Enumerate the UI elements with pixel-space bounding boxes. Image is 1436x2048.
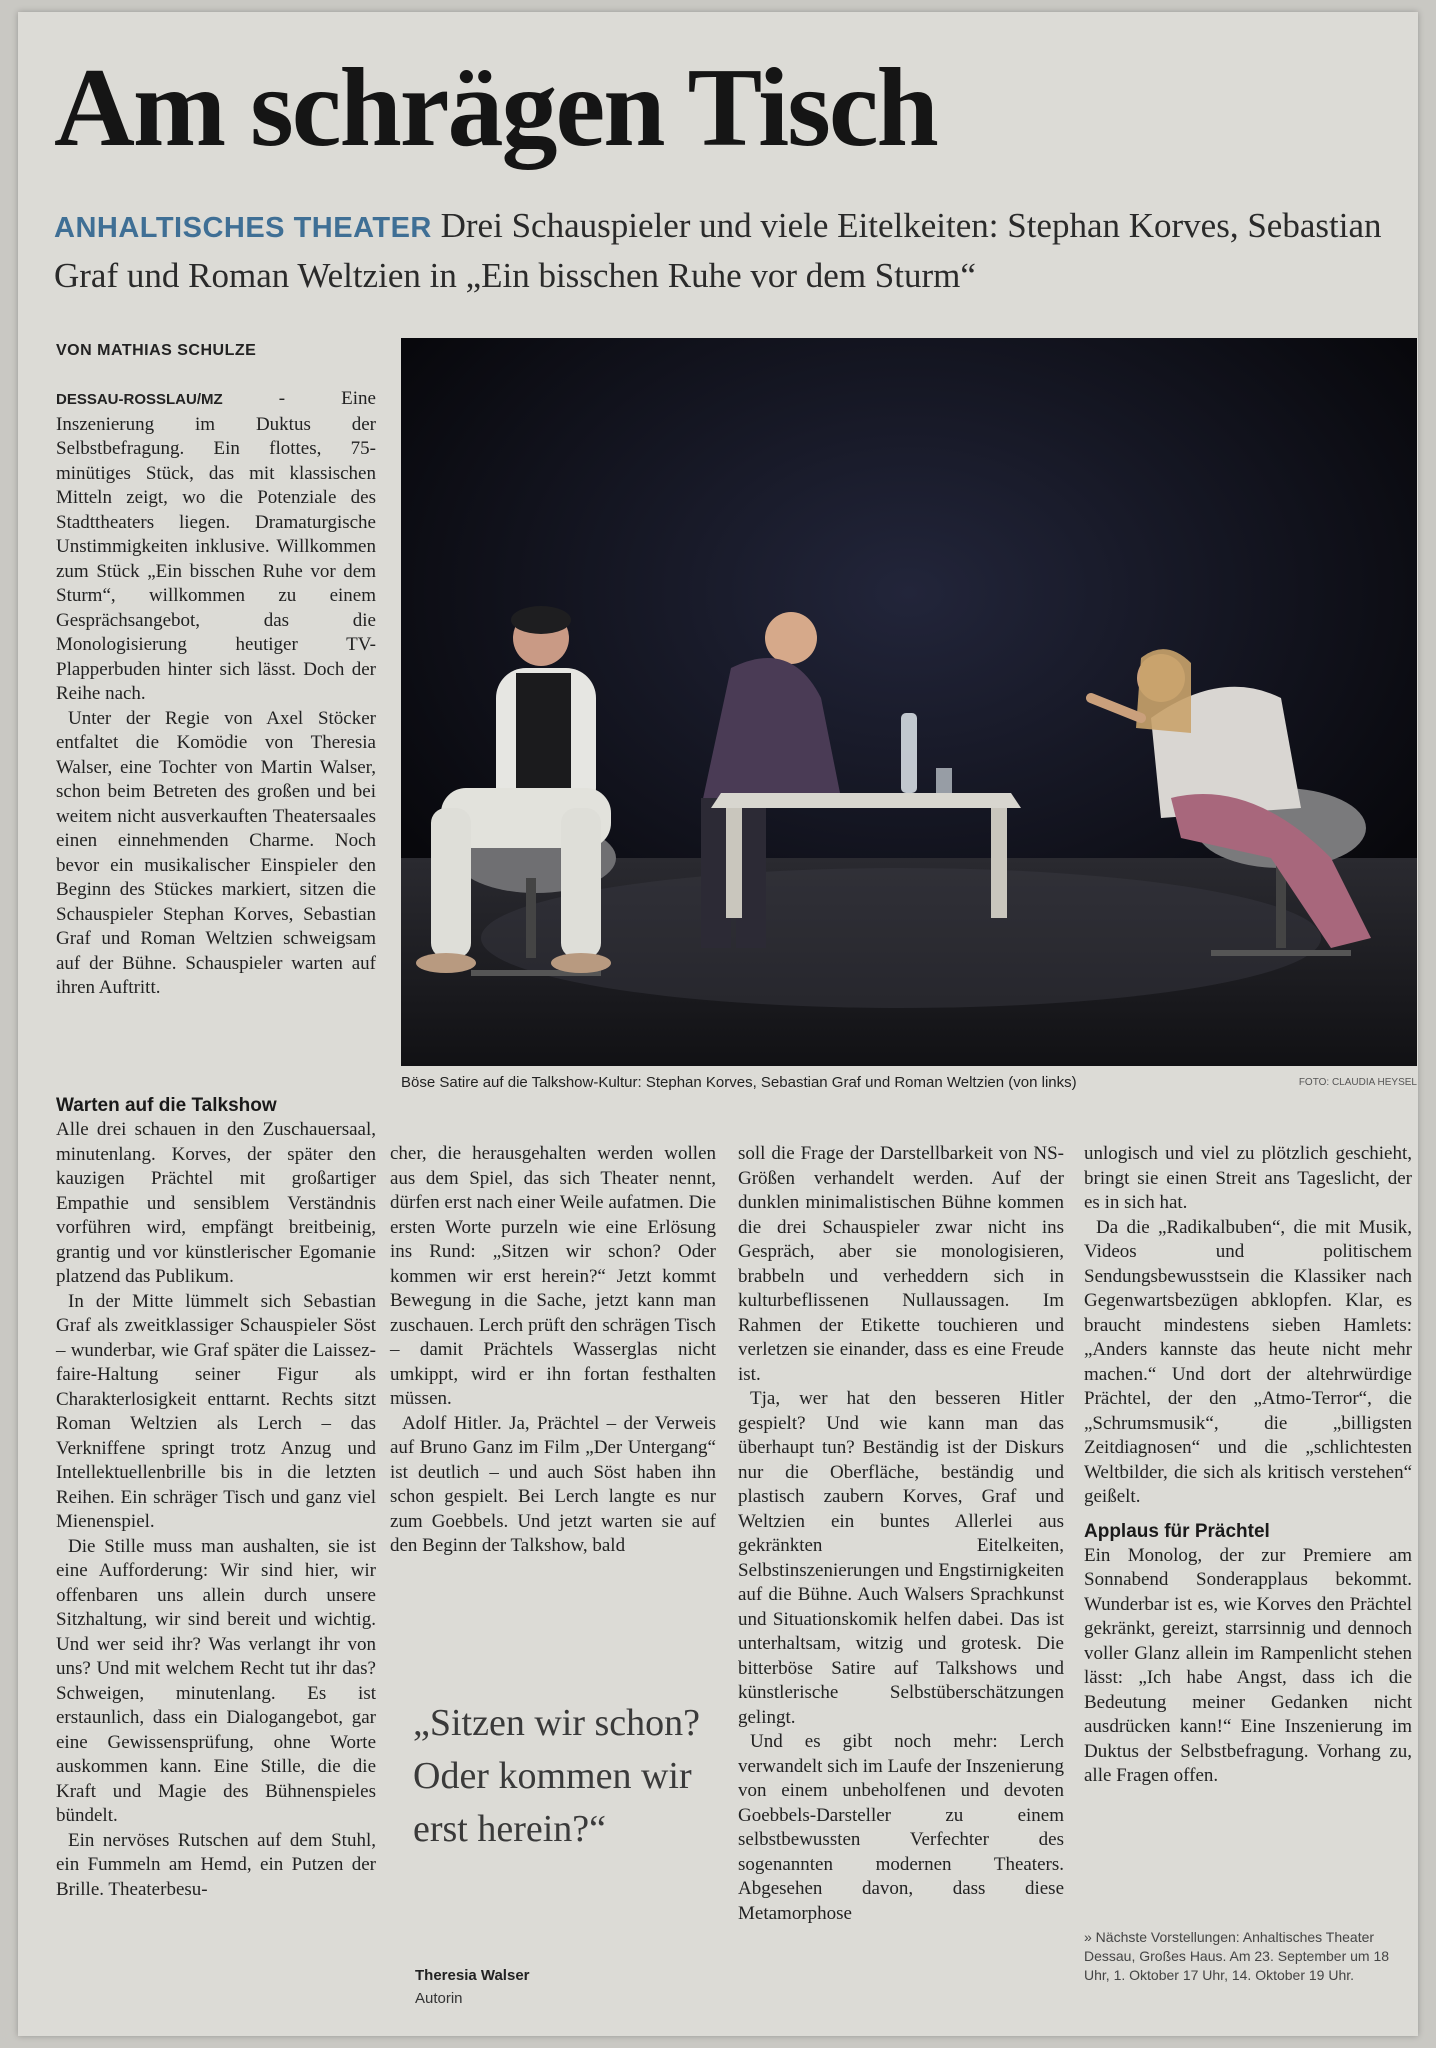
pull-quote: „Sitzen wir schon? Oder kommen wir erst herein?“ (413, 1702, 701, 1850)
paragraph: In der Mitte lümmelt sich Sebastian Graf als zweitklassiger Schauspieler Söst – wunderbar, wie Graf später die Laissez-faire-Haltung seiner Figur als Charakterlosigkeit enttarnt. Rechts sitzt Roman Weltzien als Lerch – das Verkniffene springt trotz Anzug und Intellektuellenbrille bis in die letzten Reihen. Ein schräger Tisch und ganz viel Mienenspiel. (56, 1290, 376, 1532)
subheadline (54, 202, 1404, 300)
paragraph: Ein Monolog, der zur Premiere am Sonnabend Sonderapplaus bekommt. Wunderbar ist es, wie Korves den Prächtel gekränkt, gereizt, starrsinnig und dennoch voller Glanz allein im Rampenlicht stehen lässt: „Ich habe Angst, dass ich die Bedeutung meiner Gedanken nicht ausdrücken kann!“ Eine Inszenierung im Duktus der Selbstbefragung. Vorhang zu, alle Fragen offen. (1084, 1544, 1412, 1786)
photo-caption (401, 1074, 1417, 1091)
stage-photo (401, 338, 1417, 1066)
paragraph: Adolf Hitler. Ja, Prächtel – der Verweis auf Bruno Ganz im Film „Der Untergang“ ist deutlich – und auch Söst haben ihn schon gespielt. Bei Lerch langte es nur zum Goebbels. Und jetzt warten sie auf den Beginn der Talkshow, bald (390, 1412, 716, 1556)
paragraph: Ein nervöses Rutschen auf dem Stuhl, ein Fummeln am Hemd, ein Putzen der Brille. Theaterbesu- (56, 1829, 376, 1900)
paragraph: Die Stille muss man aushalten, sie ist eine Aufforderung: Wir sind hier, wir offenbaren uns allein durch unsere Sitzhaltung, wir sind bereit und wichtig. Und wer seid ihr? Was verlangt ihr von uns? Und mit welchem Recht tut ihr das? Schweigen, minutenlang. Es ist erstaunlich, dass ein Dialogangebot, gar eine Gewissensprüfung, ohne Worte auskommen kann. Eine Stille, die die Kraft und Magie des Bühnenspieles bündelt. (56, 1535, 376, 1826)
paragraph: Da die „Radikalbuben“, die mit Musik, Videos und politischem Sendungsbewusstsein die Klassiker nach Gegenwartsbezügen abklopfen. Klar, es braucht mindestens sieben Hamlets: „Anders kannste das heute nicht mehr machen.“ Und dort der altehrwürdige Prächtel, der den „Atmo-Terror“, die „Schrumsmusik“, die „billigsten Zeitdiagnosen“ und die „schlichtesten Weltbilder, die sich als kritisch verstehen“ geißelt. (1084, 1216, 1412, 1507)
subheading: Warten auf die Talkshow (56, 1095, 277, 1116)
paragraph: Alle drei schauen in den Zuschauersaal, minutenlang. Korves, der später den kauzigen Prächtel mit großartiger Empathie und sensiblem Verständnis vorführen wird, empfängt breitbeinig, grantig und vor künstlerischer Egomanie platzend das Publikum. (56, 1119, 376, 1287)
subheading: Applaus für Prächtel (1084, 1520, 1270, 1542)
paragraph: cher, die herausgehalten werden wollen aus dem Spiel, das sich Theater nennt, dürfen erst nach einer Weile aufatmen. Die ersten Worte purzeln wie eine Erlösung ins Rund: „Sitzen wir schon? Oder kommen wir erst herein?“ Jetzt kommt Bewegung in die Sache, jetzt kann man zuschauen. Lerch prüft den schrägen Tisch – damit Prächtels Wasserglas nicht umkippt, wird er ihn fortan festhalten müssen. (390, 1143, 716, 1409)
column-4 (1084, 1142, 1412, 1789)
dateline: DESSAU-ROSSLAU/MZ (56, 391, 223, 408)
stage-scene-illustration (401, 338, 1417, 1066)
paragraph: Und es gibt noch mehr: Lerch verwandelt sich im Laufe der Inszenierung von einem unbeholfenen und devoten Goebbels-Darsteller zu einem selbstbewussten Verfechter des sogenannten modernen Theaters. Abgesehen davon, dass diese Metamorphose (738, 1731, 1064, 1924)
photo-credit: FOTO: CLAUDIA HEYSEL (1298, 1077, 1417, 1088)
newspaper-page (18, 12, 1418, 2036)
subheadline-text: Drei Schauspieler und viele Eitelkeiten: Stephan Korves, Sebastian Graf und Roman Weltzien in „Ein bisschen Ruhe vor dem Sturm“ (54, 206, 1382, 295)
headline: Am schrägen Tisch (54, 46, 937, 170)
performance-info: » Nächste Vorstellungen: Anhaltisches Theater Dessau, Großes Haus. Am 23. September um 18 Uhr, 1. Oktober 17 Uhr, 14. Oktober 19 Uhr. (1084, 1929, 1390, 1983)
paragraph: Tja, wer hat den besseren Hitler gespielt? Und wie kann man das überhaupt tun? Beständig ist der Diskurs nur die Oberfläche, beständig und plastisch zaubern Korves, Graf und Weltzien ein buntes Allerlei aus gekränkten Eitelkeiten, Selbstinszenierungen und Engstirnigkeiten auf die Bühne. Auch Walsers Sprachkunst und Situationskomik helfen dabei. Das ist unterhaltsam, witzig und grotesk. Die bitterböse Satire auf Talkshows und künstlerische Selbstüberschätzungen gelingt. (738, 1388, 1064, 1728)
byline: VON MATHIAS SCHULZE (56, 342, 257, 359)
paragraph: unlogisch und viel zu plötzlich geschieht, bringt sie einen Streit ans Tageslicht, der es in sich hat. (1084, 1143, 1412, 1213)
paragraph: Unter der Regie von Axel Stöcker entfaltet die Komödie von Theresia Walser, eine Tochter von Martin Walser, schon beim Betreten des großen und bei weitem nicht ausverkauften Theatersaales einen einnehmenden Charme. Noch bevor ein musikalischer Einspieler den Beginn des Stückes markiert, sitzen die Schauspieler Stephan Korves, Sebastian Graf und Roman Weltzien schweigsam auf der Bühne. Schauspieler warten auf ihren Auftritt. (56, 707, 376, 998)
quote-author: Theresia Walser (415, 1967, 530, 1984)
paragraph: soll die Frage der Darstellbarkeit von NS-Größen verhandelt werden. Auf der dunklen minimalistischen Bühne kommen die drei Schauspieler zwar nicht ins Gespräch, aber sie monologisieren, brabbeln und verheddern sich in kulturbeflissenen Nullaussagen. Im Rahmen der Etikette touchieren und verletzen sie einander, dass es eine Freude ist. (738, 1143, 1064, 1385)
paragraph-text: - Eine Inszenierung im Duktus der Selbstbefragung. Ein flottes, 75-minütiges Stück, das mit klassischen Mitteln zeigt, wo die Potenziale des Stadttheaters liegen. Dramaturgische Unstimmigkeiten inklusive. Willkommen zum Stück „Ein bisschen Ruhe vor dem Sturm“, willkommen zu einem Gesprächsangebot, das die Monologisierung heutiger TV-Plapperbuden hinter sich lässt. Doch der Reihe nach. (56, 388, 376, 704)
column-3 (738, 1142, 1064, 1926)
section-kicker: ANHALTISCHES THEATER (54, 212, 432, 244)
paragraph (56, 387, 376, 707)
column-1-top (56, 387, 376, 1001)
caption-text: Böse Satire auf die Talkshow-Kultur: Stephan Korves, Sebastian Graf und Roman Weltzien (von links) (401, 1074, 1077, 1091)
column-2 (390, 1142, 716, 1559)
quote-author-role: Autorin (415, 1990, 463, 2007)
column-1-bottom (56, 1092, 376, 1902)
